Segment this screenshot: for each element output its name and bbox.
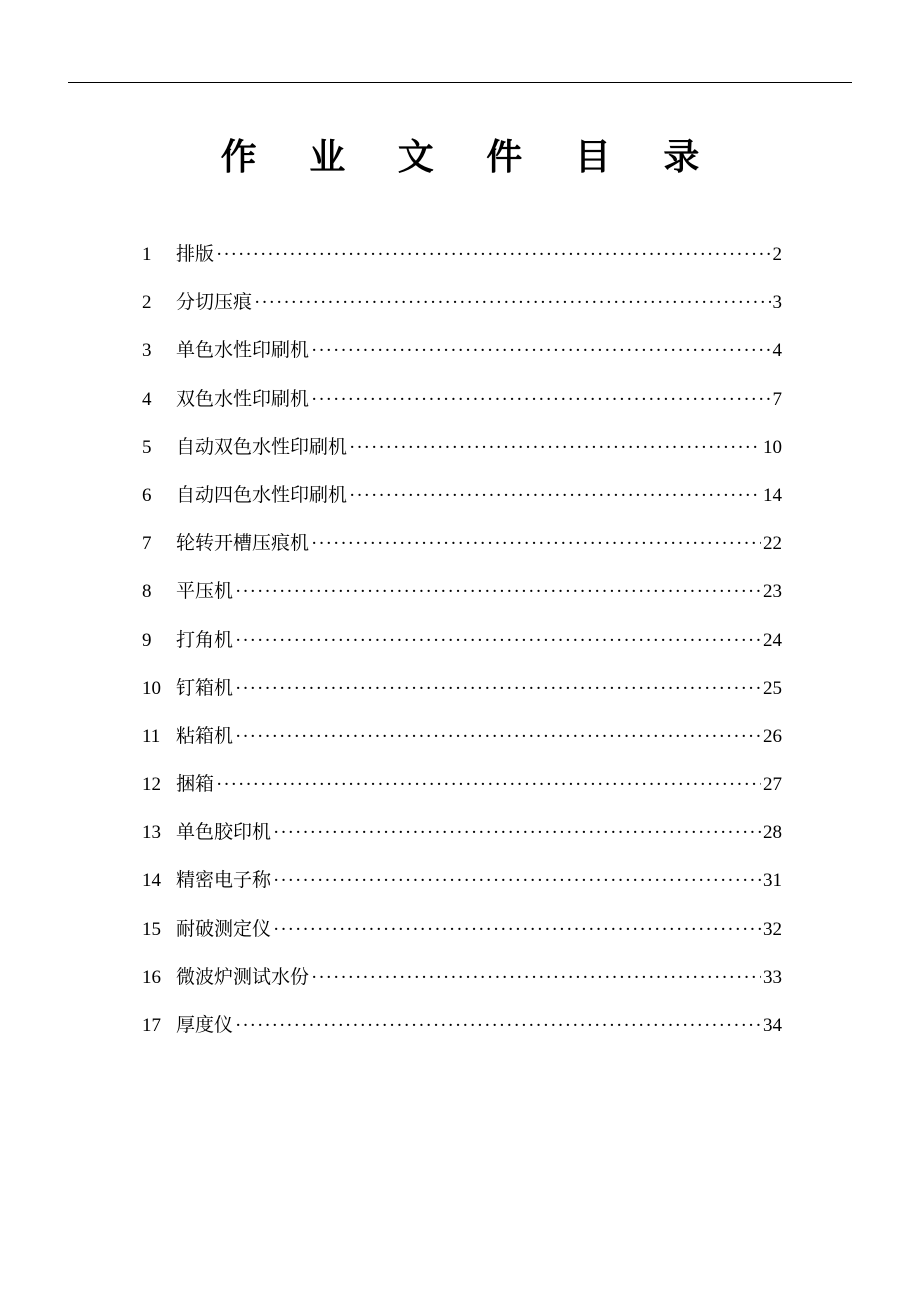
toc-entry-17[interactable]: [142, 1003, 782, 1051]
toc-entry-6[interactable]: [142, 473, 782, 521]
toc-entry-13[interactable]: [142, 810, 782, 858]
toc-entry-15[interactable]: [142, 907, 782, 955]
toc-entry-title: 单色水性印刷机: [176, 339, 310, 362]
toc-entry-number: 1: [142, 244, 152, 265]
toc-entry-page: 2: [772, 244, 782, 265]
toc-entry-title: 粘箱机: [176, 724, 234, 747]
dot-leader: [216, 233, 770, 277]
dot-leader: [235, 667, 761, 711]
toc-entry-page: 22: [763, 533, 782, 555]
toc-entry-page: 23: [763, 581, 782, 603]
toc-entry-7[interactable]: [142, 521, 782, 569]
toc-entry-title: 精密电子称: [176, 869, 272, 892]
toc-entry-page: 26: [763, 725, 782, 747]
dot-leader: [235, 1004, 761, 1048]
dot-leader: [311, 956, 761, 1000]
toc-entry-14[interactable]: [142, 858, 782, 906]
toc-entry-11[interactable]: [142, 714, 782, 762]
toc-entry-title: 轮转开槽压痕机: [176, 532, 310, 555]
toc-entry-title: 打角机: [176, 628, 234, 651]
toc-entry-page: 32: [763, 918, 782, 940]
toc-entry-number: 12: [142, 774, 161, 796]
toc-entry-number: 7: [142, 533, 152, 555]
toc-entry-number: 4: [142, 388, 152, 410]
toc-entry-number: 3: [142, 340, 152, 362]
dot-leader: [235, 570, 761, 614]
toc-entry-title: 钉箱机: [176, 676, 234, 699]
toc-entry-number: 13: [142, 822, 161, 844]
toc-entry-title: 分切压痕: [176, 291, 253, 314]
toc-entry-page: 10: [763, 436, 782, 458]
toc-entry-number: 14: [142, 870, 161, 892]
toc-entry-title: 微波炉测试水份: [176, 965, 310, 988]
dot-leader: [349, 426, 761, 470]
toc-entry-number: 9: [142, 629, 152, 651]
toc-entry-page: 25: [763, 677, 782, 699]
toc-entry-9[interactable]: [142, 618, 782, 666]
dot-leader: [235, 619, 761, 663]
dot-leader: [311, 378, 770, 422]
toc-entry-number: 6: [142, 484, 152, 506]
toc-entry-2[interactable]: [142, 280, 782, 328]
toc-entry-page: 34: [763, 1015, 782, 1036]
toc-entry-title: 单色胶印机: [176, 821, 272, 844]
toc-entry-title: 厚度仪: [176, 1014, 234, 1036]
toc-entry-page: 24: [763, 629, 782, 651]
dot-leader: [254, 281, 770, 325]
toc-entry-number: 8: [142, 581, 152, 603]
toc-entry-page: 31: [763, 870, 782, 892]
toc-entry-page: 4: [772, 340, 782, 362]
toc-entry-number: 16: [142, 966, 161, 988]
dot-leader: [216, 763, 761, 807]
table-of-contents: [142, 232, 782, 1051]
toc-entry-number: 10: [142, 677, 161, 699]
toc-entry-number: 11: [142, 725, 161, 747]
toc-entry-16[interactable]: [142, 955, 782, 1003]
toc-entry-page: 14: [763, 484, 782, 506]
toc-entry-3[interactable]: [142, 328, 782, 376]
toc-entry-5[interactable]: [142, 425, 782, 473]
toc-entry-page: 33: [763, 966, 782, 988]
header-rule: [68, 82, 852, 83]
dot-leader: [273, 859, 761, 903]
toc-entry-title: 双色水性印刷机: [176, 387, 310, 410]
toc-entry-title: 自动双色水性印刷机: [176, 435, 348, 458]
toc-entry-page: 27: [763, 774, 782, 796]
toc-entry-page: 3: [772, 292, 782, 314]
toc-entry-1[interactable]: [142, 232, 782, 280]
toc-entry-title: 排版: [176, 243, 215, 265]
dot-leader: [235, 715, 761, 759]
toc-entry-number: 15: [142, 918, 161, 940]
dot-leader: [349, 474, 761, 518]
toc-entry-title: 耐破测定仪: [176, 917, 272, 940]
toc-entry-page: 28: [763, 822, 782, 844]
toc-entry-10[interactable]: [142, 666, 782, 714]
toc-entry-title: 捆箱: [176, 773, 215, 796]
toc-entry-12[interactable]: [142, 762, 782, 810]
toc-entry-number: 17: [142, 1015, 161, 1036]
toc-entry-title: 平压机: [176, 580, 234, 603]
dot-leader: [273, 811, 761, 855]
toc-entry-number: 2: [142, 292, 152, 314]
dot-leader: [311, 329, 770, 373]
toc-entry-page: 7: [772, 388, 782, 410]
toc-entry-number: 5: [142, 436, 152, 458]
page-title: 作 业 文 件 目 录: [220, 136, 720, 178]
dot-leader: [311, 522, 761, 566]
dot-leader: [273, 908, 761, 952]
toc-entry-8[interactable]: [142, 569, 782, 617]
toc-entry-4[interactable]: [142, 377, 782, 425]
toc-entry-title: 自动四色水性印刷机: [176, 483, 348, 506]
